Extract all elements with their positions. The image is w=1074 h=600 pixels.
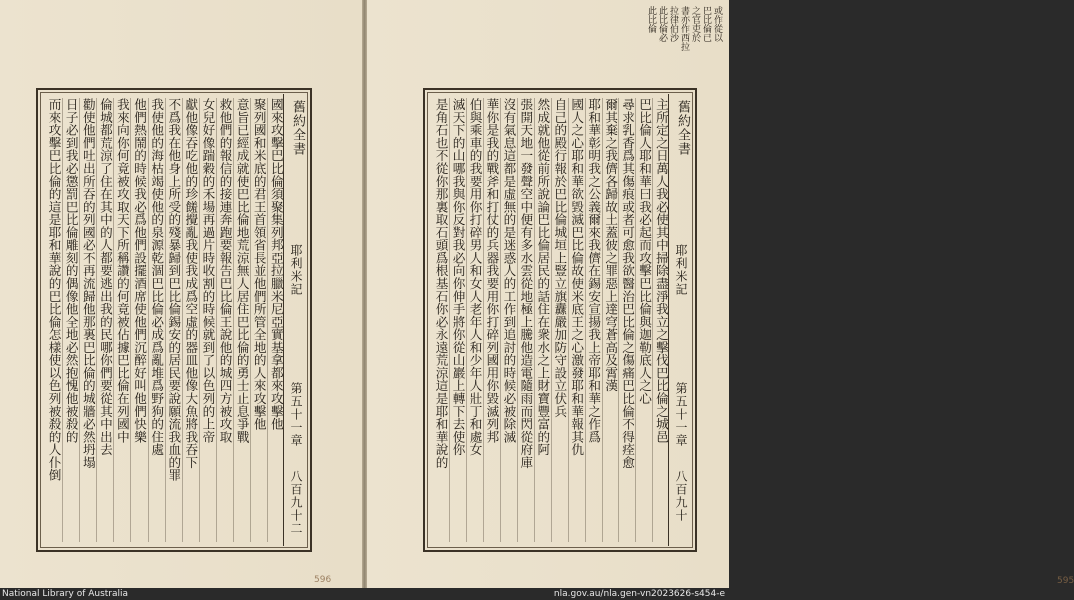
text-column: 耶和華彰明我之公義爾來我儕在錫安宣揚我上帝耶和華之作爲 <box>585 98 600 542</box>
text-column: 聚列國和米底的君王首領省長並他們所管全地的人來攻擊他 <box>250 98 265 542</box>
text-column: 意旨已經成就使巴比倫地荒涼無人居住巴比倫的勇士止息爭戰 <box>233 98 248 542</box>
text-column: 伯與乘車的我要用你打碎男人和女人老年人和少年人壯丁和處女 <box>466 98 481 542</box>
text-column: 華你是我的戰斧和打仗的兵器我要用你打碎列國用你毀滅列邦 <box>483 98 498 542</box>
page-number: 八百九十 <box>674 470 688 522</box>
right-page <box>367 0 1074 588</box>
footer-link[interactable]: nla.gov.au/nla.gen-vn2023626-s454-e <box>553 589 725 599</box>
text-column: 倫城都荒涼了住在其中的人都要逃出我的民哪你們要從其中出去 <box>96 98 111 542</box>
text-column: 國人之心耶和華欲毀滅巴比倫故使米底王之心激發耶和華報其仇 <box>568 98 583 542</box>
page-number: 八百九十二 <box>289 470 303 535</box>
section-title: 耶利米記 <box>674 244 688 296</box>
text-column: 主所定之日萬人我必使其中掃除盡淨我立之擊伐巴比倫之城邑 <box>652 98 667 542</box>
footer-institution: National Library of Australia <box>2 589 129 599</box>
note-line: 此比倫 <box>646 6 656 33</box>
text-column: 勸使他們吐出所吞的列國必不再流歸他那裏巴比倫的城牆必然坍塌 <box>79 98 94 542</box>
note-line: 之官吏於 <box>690 6 700 42</box>
right-page-frame <box>423 88 697 552</box>
note-line: 巴比倫已 <box>701 6 711 42</box>
note-line: 或作從以 <box>712 6 722 42</box>
text-column: 是角石也不從你那裏取石頭爲根基石你必永遠荒涼這是耶和華說的 <box>433 98 449 469</box>
text-column: 他們熱鬧的時候我必爲他們設擺酒席使他們沉醉好叫他們快樂 <box>130 98 145 542</box>
left-page-frame <box>36 88 312 552</box>
text-column: 國來攻擊巴比倫須聚集列邦亞拉臘米尼亞實基拿都來攻擊他 <box>267 98 282 542</box>
text-column: 爾其棄之我儕各歸故土蓋彼之罪惡上達穹蒼高及霄漢 <box>602 98 617 542</box>
page-stamp: 596 <box>314 575 332 585</box>
book-title: 舊約全書 <box>675 100 690 156</box>
text-column: 我來向你何竟被攻取天下所稱讚的何竟被佔據巴比倫在列國中 <box>113 98 128 542</box>
text-column: 女兒好像踹穀的禾場再過片時收割的時候就到了以色列的上帝 <box>199 98 214 542</box>
chapter-label: 第五十一章 <box>674 382 688 447</box>
text-column: 沒有氣息這都是虛無的是迷惑人的工作到追討的時候必被除滅 <box>500 98 515 542</box>
text-column: 獻他像吞吃他的珍饈攪亂我使我成爲空虛的器皿他像大魚將我吞下 <box>182 98 197 542</box>
note-line: 書亦作西拉 <box>679 6 689 51</box>
right-page-margin-band <box>668 94 691 546</box>
marginal-note <box>646 6 722 84</box>
text-column: 而來攻擊巴比倫的這是耶和華說的巴比倫怎樣使以色列被殺的人仆倒 <box>46 98 62 482</box>
section-title: 耶利米記 <box>289 244 303 296</box>
left-page-margin-band <box>283 94 306 546</box>
right-page-text <box>433 98 667 542</box>
text-column: 救他們的報信的接連奔跑要報告巴比倫王說他的城四方被攻取 <box>216 98 231 542</box>
text-column: 張開天地一發聲空中便有多水雲從地極上騰他造電隨雨而閃從府庫 <box>517 98 532 542</box>
note-line: 拉律伯沙 <box>668 6 678 42</box>
left-page <box>0 0 362 588</box>
book-title: 舊約全書 <box>290 100 305 156</box>
chapter-label: 第五十一章 <box>289 382 303 447</box>
page-stamp: 595 <box>1057 576 1074 586</box>
text-column: 然成就他從前所說論巴比倫居民的話住在衆水之上財寶豐富的阿 <box>534 98 549 542</box>
left-page-text <box>46 98 282 542</box>
text-column: 不爲我在他身上所受的殘暴歸到巴比倫錫安的居民要說願流我血的罪 <box>165 98 180 542</box>
text-column: 巴比倫人耶和華曰我必起而攻擊巴比倫與迦勒底人之心 <box>635 98 650 542</box>
text-column: 滅天下的山哪我與你反對我必向你伸手將你從山巖上轉下去使你 <box>449 98 464 542</box>
archive-footer <box>0 588 729 600</box>
text-column: 我使他的海枯竭使他的泉源乾涸巴比倫必成爲亂堆爲野狗的住處 <box>148 98 163 542</box>
text-column: 尋求乳香爲其傷痕或者可愈我欲醫治巴比倫之傷痛巴比倫不得痊愈 <box>618 98 633 542</box>
text-column: 日子必到我必懲罰巴比倫雕刻的偶像他全地必然抱愧他被殺的 <box>62 98 77 542</box>
note-line: 此比倫必 <box>657 6 667 42</box>
text-column: 自己的殿行報於巴比倫城垣上豎立旗纛嚴加防守設立伏兵 <box>551 98 566 542</box>
